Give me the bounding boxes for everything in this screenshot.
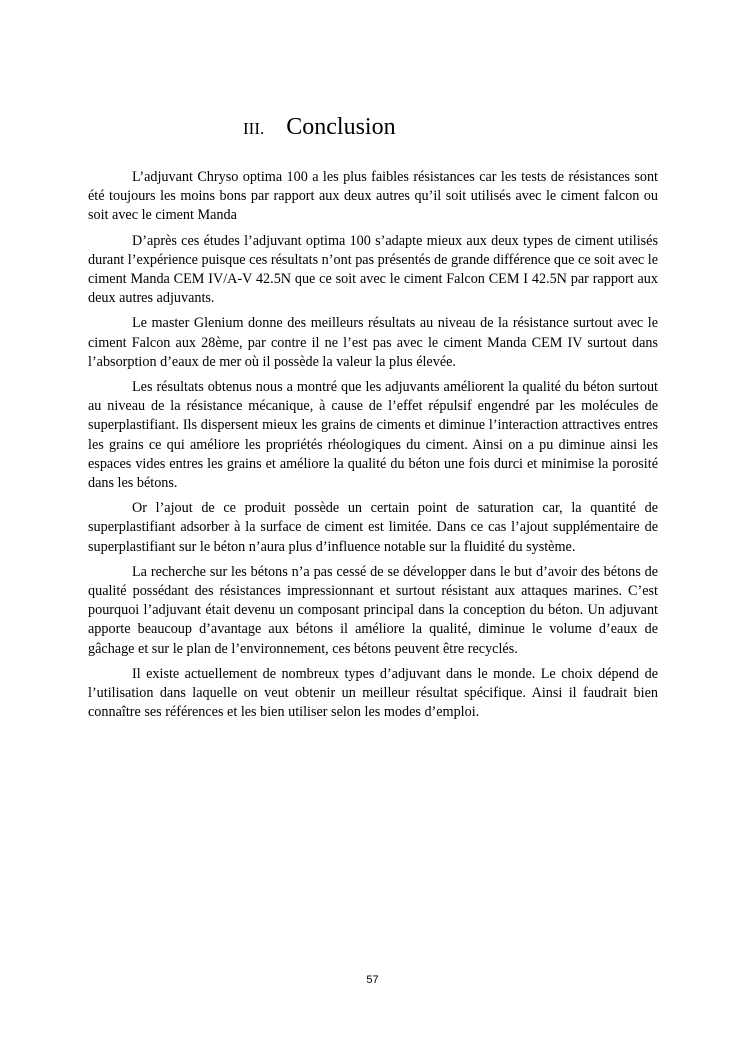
paragraph: Or l’ajout de ce produit possède un certain point de saturation car, la quantité de superplastifiant adsorber à la surface de ciment est limitée. Dans ce cas l’ajout supplémentaire de superplastifiant sur le béton n’aura plus d’influence notable sur la fluidité du système.	[88, 500, 658, 555]
paragraph: Le master Glenium donne des meilleurs résultats au niveau de la résistance surtout avec le ciment Falcon aux 28ème, par contre il ne l’est pas avec le ciment Manda CEM IV surtout dans l’absorption d’eaux de mer où il possède la valeur la plus élevée.	[88, 315, 658, 370]
paragraph: L’adjuvant Chryso optima 100 a les plus faibles résistances car les tests de résistances sont été toujours les moins bons par rapport aux deux autres qu’il soit utilisés avec le ciment falcon ou soit avec le ciment Manda	[88, 169, 658, 224]
page-number: 57	[366, 974, 379, 986]
paragraph: Les résultats obtenus nous a montré que les adjuvants améliorent la qualité du béton surtout au niveau de la résistance mécanique, à cause de l’effet répulsif engendré par les molécules de superplastifiant. Ils dispersent mieux les grains de ciments et diminue l’interaction attractives entres les grains ce qui améliore les propriétés rhéologiques du ciment. Ainsi on a pu diminue ainsi les espaces vides entres les grains et améliore la qualité du béton une fois durci et minimise la porosité dans les bétons.	[88, 379, 658, 492]
conclusion-body	[88, 168, 658, 728]
paragraph: D’après ces études l’adjuvant optima 100 s’adapte mieux aux deux types de ciment utilisés durant l’expérience puisque ces résultats n’ont pas présentés de grande différence que ce soit avec le ciment Manda CEM IV/A-V 42.5N que ce soit avec le ciment Falcon CEM I 42.5N par rapport aux deux autres adjuvants.	[88, 232, 658, 307]
paragraph: La recherche sur les bétons n’a pas cessé de se développer dans le but d’avoir des bétons de qualité possédant des résistances impressionnant et surtout résistant aux attaques marines. C’est pourquoi l’adjuvant était devenu un composant principal dans la conception du béton. Un adjuvant apporte beaucoup d’avantage aux bétons il améliore la qualité, diminue le volume d’eaux de gâchage et sur le plan de l’environnement, ces bétons peuvent être recyclés.	[88, 563, 658, 657]
section-number: III.	[243, 119, 265, 138]
section-title: Conclusion	[286, 114, 396, 140]
paragraph: Il existe actuellement de nombreux types d’adjuvant dans le monde. Le choix dépend de l’utilisation dans laquelle on veut obtenir un meilleur résultat spécifique. Ainsi il faudrait bien connaître ses références et les bien utiliser selon les modes d’emploi.	[88, 665, 658, 721]
section-heading	[243, 112, 396, 144]
